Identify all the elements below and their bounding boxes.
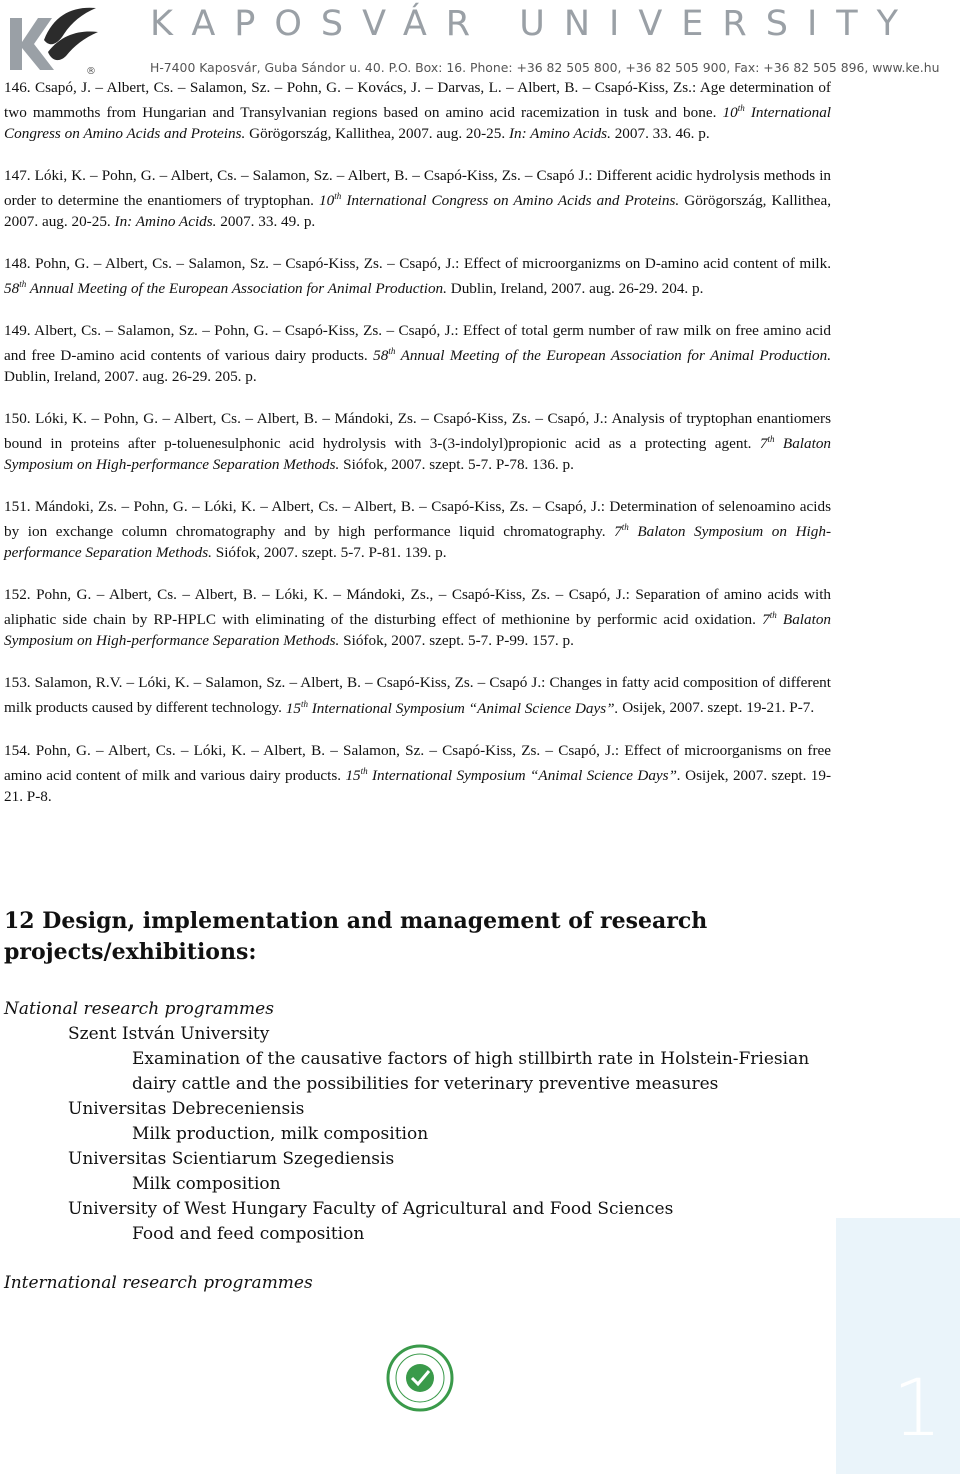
reference-venue	[286, 700, 619, 717]
university-address: H-7400 Kaposvár, Guba Sándor u. 40. P.O. Box: 16. Phone: +36 82 505 800, +36 82 505 900, Fax: +36 82 505 896, www.ke.hu	[150, 60, 940, 75]
page-number: 1	[892, 1364, 942, 1454]
institution-name: Szent István University	[68, 1024, 270, 1044]
venue-ordinal-suffix: th	[360, 765, 368, 776]
reference-place: Görögország, Kallithea, 2007. aug. 20-25.	[249, 125, 506, 143]
venue-ordinal: 7	[614, 523, 622, 541]
institution-name: Universitas Debreceniensis	[68, 1099, 305, 1119]
reference-number: 151.	[4, 498, 31, 516]
reference-number: 152.	[4, 586, 31, 604]
reference-pages: 2007. 33. 46. p.	[614, 125, 710, 143]
venue-ordinal: 58	[4, 280, 20, 298]
venue-ordinal-suffix: th	[737, 103, 745, 113]
svg-text:®: ®	[86, 66, 96, 76]
national-programmes	[4, 996, 904, 1247]
reference-number: 150.	[4, 410, 31, 428]
venue-ordinal: 10	[722, 104, 738, 122]
venue-ordinal-suffix: th	[767, 434, 775, 445]
venue-ordinal: 15	[345, 766, 361, 784]
reference-place: Osijek, 2007. szept. 19-21. P-7.	[622, 699, 815, 717]
reference-number: 154.	[4, 741, 31, 759]
venue-ordinal-suffix: th	[769, 610, 777, 621]
reference-number: 146.	[4, 79, 31, 96]
reference-authors: Pohn, G. – Albert, Cs. – Albert, B. – Lóki, K. – Mándoki, Zs., – Csapó-Kiss, Zs. – Csapó, J.:	[36, 586, 630, 604]
reference-number: 153.	[4, 674, 31, 692]
reference-item	[4, 496, 831, 563]
reference-title: Separation of amino acids with aliphatic side chain by RP-HPLC with eliminating of the disturbing effect of methionine by performic acid oxidation.	[4, 586, 832, 629]
venue-ordinal: 10	[319, 192, 335, 210]
reference-title: Changes in fatty acid composition of different milk products caused by different technology.	[4, 674, 831, 717]
reference-item	[4, 408, 831, 475]
venue-ordinal: 7	[762, 611, 770, 629]
venue-ordinal: 7	[759, 435, 768, 453]
venue-name: Balaton Symposium on High-performance Separation Methods.	[4, 523, 832, 562]
reference-pages: 2007. 33. 49. p.	[220, 213, 316, 231]
reference-journal: In: Amino Acids.	[114, 213, 217, 231]
reference-title: Effect of total germ number of raw milk on free amino acid and free D-amino acid contents of various dairy products.	[4, 322, 831, 365]
venue-ordinal-suffix: th	[19, 279, 27, 290]
venue-ordinal-suffix: th	[300, 698, 308, 709]
project-title: Milk production, milk composition	[132, 1124, 429, 1144]
reference-item	[4, 253, 831, 299]
international-programmes	[4, 1273, 904, 1293]
reference-item	[4, 740, 831, 807]
section-heading: 12 Design, implementation and management of research projects/exhibitions:	[4, 908, 708, 965]
project-title: Examination of the causative factors of high stillbirth rate in Holstein-Friesian dairy cattle and the possibilities for veterinary preventive measures	[132, 1049, 810, 1094]
venue-ordinal-suffix: th	[621, 522, 629, 533]
reference-venue	[319, 192, 679, 209]
venue-name: Balaton Symposium on High-performance Separation Methods.	[4, 435, 832, 474]
venue-ordinal: 58	[373, 347, 389, 365]
reference-authors: Mándoki, Zs. – Pohn, G. – Lóki, K. – Albert, Cs. – Albert, B. – Csapó-Kiss, Zs. – Csapó, J.:	[35, 498, 605, 516]
university-name: KAPOSVÁR UNIVERSITY	[150, 4, 918, 44]
reference-place: Görögország, Kallithea, 2007. aug. 20-25.	[4, 192, 831, 231]
project-title: Milk composition	[132, 1174, 281, 1194]
project-title: Food and feed composition	[132, 1224, 365, 1244]
reference-authors: Lóki, K. – Pohn, G. – Albert, Cs. – Salamon, Sz. – Albert, B. – Csapó-Kiss, Zs. – Csapó J.:	[34, 167, 593, 185]
reference-place: Siófok, 2007. szept. 5-7. P-78. 136. p.	[343, 456, 574, 474]
reference-place: Siófok, 2007. szept. 5-7. P-99. 157. p.	[343, 632, 574, 650]
national-programmes-title: National research programmes	[4, 999, 274, 1019]
reference-item	[4, 77, 831, 144]
reference-title: Age determination of two mammoths from Hungarian and Transylvanian regions based on amino acid racemization in tusk and bone.	[4, 79, 831, 122]
venue-name: Annual Meeting of the European Association for Animal Production.	[400, 347, 832, 365]
venue-ordinal-suffix: th	[334, 191, 342, 202]
reference-venue	[4, 280, 447, 297]
reference-title: Different acidic hydrolysis methods in order to determine the enantiomers of tryptophan.	[4, 167, 832, 210]
university-logo	[4, 4, 100, 76]
reference-title: Analysis of tryptophan enantiomers bound in proteins after p-toluenesulphonic acid hydrolysis with 3-(3-indolyl)propionic acid as a protecting agent.	[4, 410, 831, 453]
reference-place: Siófok, 2007. szept. 5-7. P-81. 139. p.	[215, 544, 447, 562]
reference-authors: Csapó, J. – Albert, Cs. – Salamon, Sz. – Pohn, G. – Kovács, J. – Darvas, L. – Albert, B. – Csapó-Kiss, Zs.:	[35, 79, 697, 96]
reference-venue	[373, 347, 831, 364]
reference-item	[4, 165, 831, 232]
venue-name: Balaton Symposium on High-performance Separation Methods.	[4, 611, 832, 650]
reference-list	[4, 77, 831, 828]
page-header	[0, 0, 960, 80]
venue-name: International Congress on Amino Acids and Proteins.	[4, 104, 832, 143]
reference-place: Dublin, Ireland, 2007. aug. 26-29. 205. p.	[4, 368, 257, 386]
reference-authors: Lóki, K. – Pohn, G. – Albert, Cs. – Albert, B. – Mándoki, Zs. – Csapó-Kiss, Zs. – Csapó, J.:	[35, 410, 608, 428]
venue-name: Annual Meeting of the European Association for Animal Production.	[29, 280, 447, 298]
page-number-box	[836, 1218, 960, 1474]
reference-item	[4, 320, 831, 387]
reference-title: Determination of selenoamino acids by ion exchange column chromatography and by high performance liquid chromatography.	[4, 498, 832, 541]
venue-ordinal-suffix: th	[388, 346, 396, 357]
reference-journal: In: Amino Acids.	[508, 125, 611, 143]
venue-ordinal: 15	[285, 699, 301, 717]
venue-name: International Symposium “Animal Science Days”.	[371, 766, 681, 784]
reference-number: 147.	[4, 167, 31, 185]
reference-place: Osijek, 2007. szept. 19-21. P-8.	[4, 766, 832, 805]
reference-title: Effect of microorganisms on free amino acid content of milk and various dairy products.	[4, 741, 832, 784]
reference-venue	[345, 767, 680, 784]
institution-name: University of West Hungary Faculty of Agricultural and Food Sciences	[68, 1199, 674, 1219]
institution-name: Universitas Scientiarum Szegediensis	[68, 1149, 395, 1169]
reference-number: 148.	[4, 255, 31, 273]
reference-authors: Albert, Cs. – Salamon, Sz. – Pohn, G. – Csapó-Kiss, Zs. – Csapó, J.:	[34, 322, 459, 340]
reference-authors: Pohn, G. – Albert, Cs. – Salamon, Sz. – Csapó-Kiss, Zs. – Csapó, J.:	[35, 255, 460, 273]
venue-name: International Congress on Amino Acids and Proteins.	[346, 192, 680, 210]
reference-number: 149.	[4, 322, 31, 340]
international-programmes-title: International research programmes	[4, 1273, 313, 1293]
reference-item	[4, 672, 831, 718]
iso-certification-badge	[386, 1344, 454, 1412]
reference-authors: Salamon, R.V. – Lóki, K. – Salamon, Sz. – Albert, B. – Csapó-Kiss, Zs. – Csapó J.:	[34, 674, 546, 692]
reference-title: Effect of microorganizms on D-amino acid content of milk.	[463, 255, 832, 273]
venue-name: International Symposium “Animal Science Days”.	[311, 699, 619, 717]
reference-place: Dublin, Ireland, 2007. aug. 26-29. 204. p.	[450, 280, 704, 298]
reference-authors: Pohn, G. – Albert, Cs. – Lóki, K. – Albert, B. – Salamon, Sz. – Csapó-Kiss, Zs. – Csapó, J.:	[35, 741, 620, 759]
reference-item	[4, 584, 831, 651]
